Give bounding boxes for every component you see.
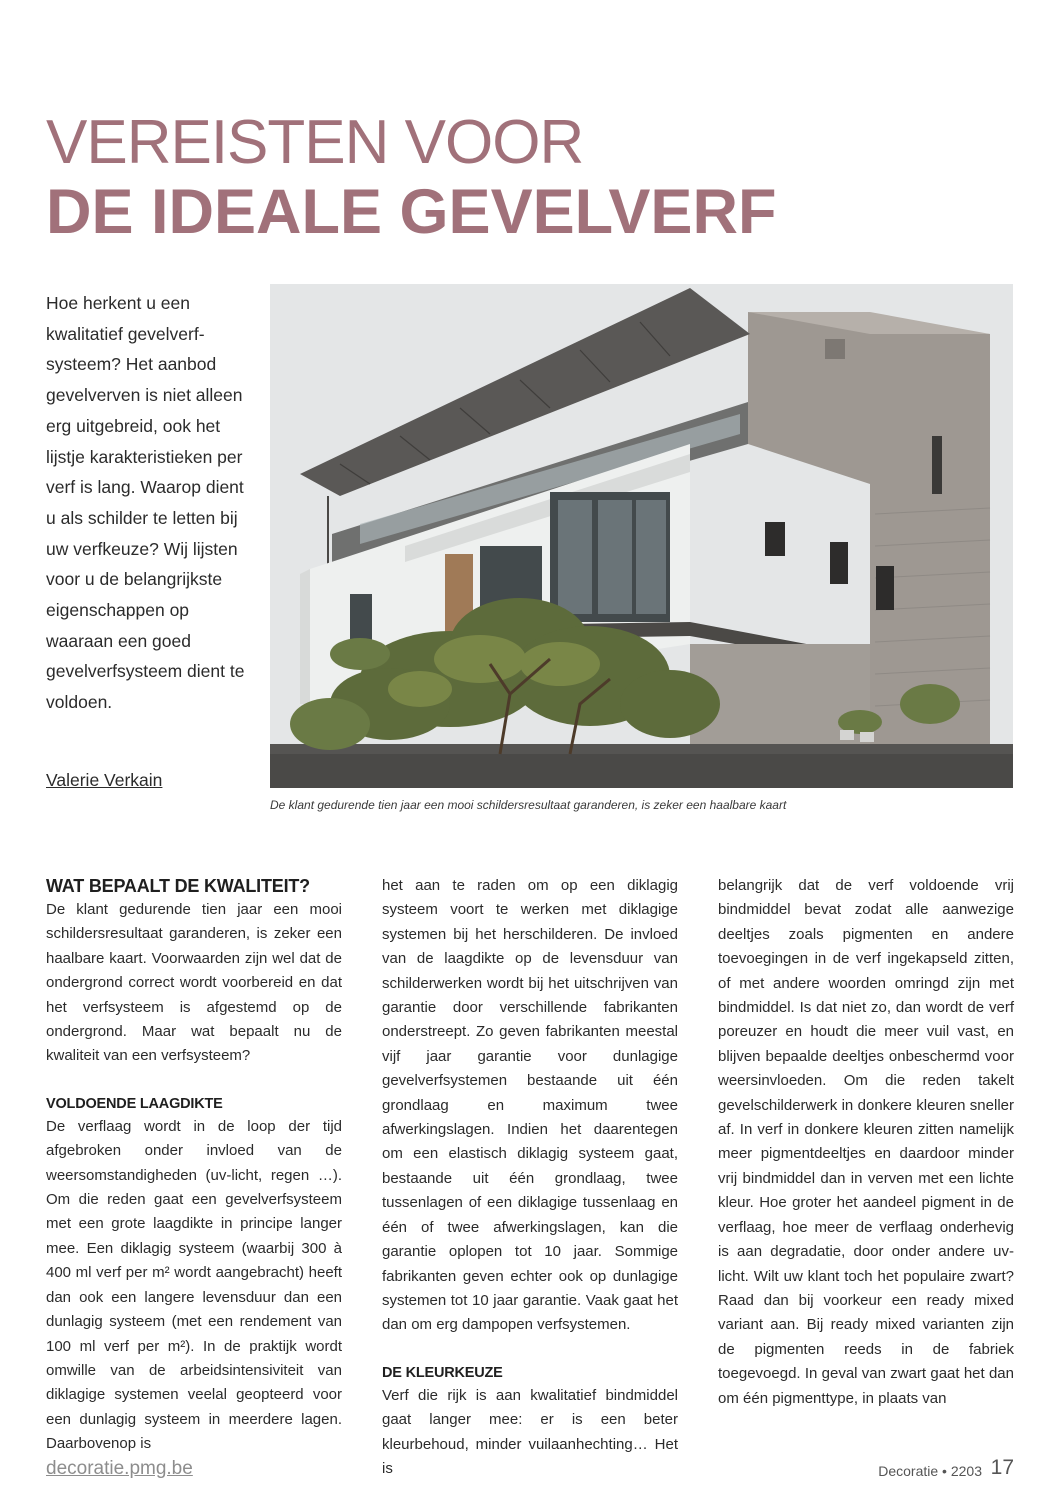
footer-magazine-issue: Decoratie • 2203 <box>878 1463 982 1479</box>
paragraph-binder: belangrijk dat de verf voldoende vrij bindmiddel bevat zodat alle aanwezige deeltjes zoals pigmenten en andere toevoegingen in de verf ingekapseld zitten, of met andere woorden omringd zijn met bindmiddel. Is dat niet zo, dan wordt de verf poreuzer en houdt die meer vuil vast, en blijven bepaalde deeltjes onbeschermd voor weersinvloeden. Om die reden takelt gevelschilderwerk in donkere kleuren sneller af. In verf in donkere kleuren zitten namelijk meer pigmentdeeltjes en daardoor minder vrij bindmiddel dan in verven met een lichte kleur. Hoe groter het aandeel pigment in de verflaag, hoe meer de verflaag onderhevig is aan degradatie, door onder andere uv-licht. Wilt uw klant toch het populaire zwart? Raad dan bij voorkeur een ready mixed variant aan. Bij ready mixed varianten zijn de pigmenten reeds in de fabriek toegevoegd. In geval van zwart gaat het dan om één pigmenttype, in plaats van <box>718 877 1014 1407</box>
article-column-2 <box>382 874 678 1481</box>
house-photo <box>270 284 1013 788</box>
footer-site-link[interactable]: decoratie.pmg.be <box>46 1458 193 1479</box>
section-heading-quality: WAT BEPAALT DE KWALITEIT? <box>46 876 310 896</box>
page-number: 17 <box>990 1456 1014 1479</box>
article-column-3 <box>718 874 1014 1411</box>
paragraph-layer-thickness: De verflaag wordt in de loop der tijd afgebroken onder invloed van de weersomstandigheden (uv-licht, regen …). Om die reden gaat een gevelverfsysteem met een grote laagdikte in principe langer mee. Een diklagig systeem (waarbij 300 à 400 ml verf per m² wordt aangebracht) heeft dan ook een langere levensduur dan een dunlagig systeem (met een rendement van 100 ml verf per m²). In de praktijk wordt omwille van de arbeidsintensiviteit van diklagige systemen veelal geopteerd voor een dunlagig systeem in meerdere lagen. Daarbovenop is <box>46 1117 342 1453</box>
author-link[interactable]: Valerie Verkain <box>46 770 163 790</box>
article-column-1 <box>46 874 342 1457</box>
paragraph-color-choice-start: Verf die rijk is aan kwalitatief bindmiddel gaat langer mee: er is een beter kleurbehoud, minder vuilaanhechting… Het is <box>382 1386 678 1477</box>
headline-line-2: DE IDEALE GEVELVERF <box>46 177 777 247</box>
photo-caption: De klant gedurende tien jaar een mooi schildersresultaat garanderen, is zeker een haalbare kaart <box>270 798 787 812</box>
house-illustration <box>270 284 1013 788</box>
paragraph-quality: De klant gedurende tien jaar een mooi schildersresultaat garanderen, is zeker een haalbare kaart. Voorwaarden zijn wel dat de ondergrond correct wordt voorbereid en dat het verfsysteem is afgestemd op de ondergrond. Maar wat bepaalt nu de kwaliteit van een verfsysteem? <box>46 901 342 1065</box>
intro-text: Hoe herkent u een kwalitatief gevelverf-systeem? Het aanbod gevelverven is niet alleen erg uitgebreid, ook het lijstje karakteristieken per verf is lang. Waarop dient u als schilder te letten bij uw verfkeuze? Wij lijsten voor u de belangrijkste eigenschappen op waaraan een goed gevelverfsysteem dient te voldoen. <box>46 293 245 713</box>
section-heading-color-choice: DE KLEURKEUZE <box>382 1364 503 1381</box>
headline-line-1: VEREISTEN VOOR <box>46 108 584 177</box>
paragraph-warranty: het aan te raden om op een diklagig systeem voort te werken met diklagige systemen bij het herschilderen. De invloed van de laagdikte op de levensduur van schilderwerken wordt bij het uitschrijven van garantie door verschillende fabrikanten onderstreept. Zo geven fabrikanten meestal vijf jaar garantie voor dunlagige gevelverfsystemen bestaande uit één grondlaag en maximum twee afwerkingslagen. Indien het daarentegen om een elastisch diklagig systeem gaat, bestaande uit één grondlaag, twee tussenlagen of een diklagige tussenlaag en één of twee afwerkingslagen, kan die garantie oplopen tot 10 jaar. Sommige fabrikanten geven echter ook op dunlagige systemen tot 10 jaar garantie. Vaak gaat het dan om erg dampopen verfsystemen. <box>382 877 678 1334</box>
section-heading-layer-thickness: VOLDOENDE LAAGDIKTE <box>46 1095 223 1112</box>
